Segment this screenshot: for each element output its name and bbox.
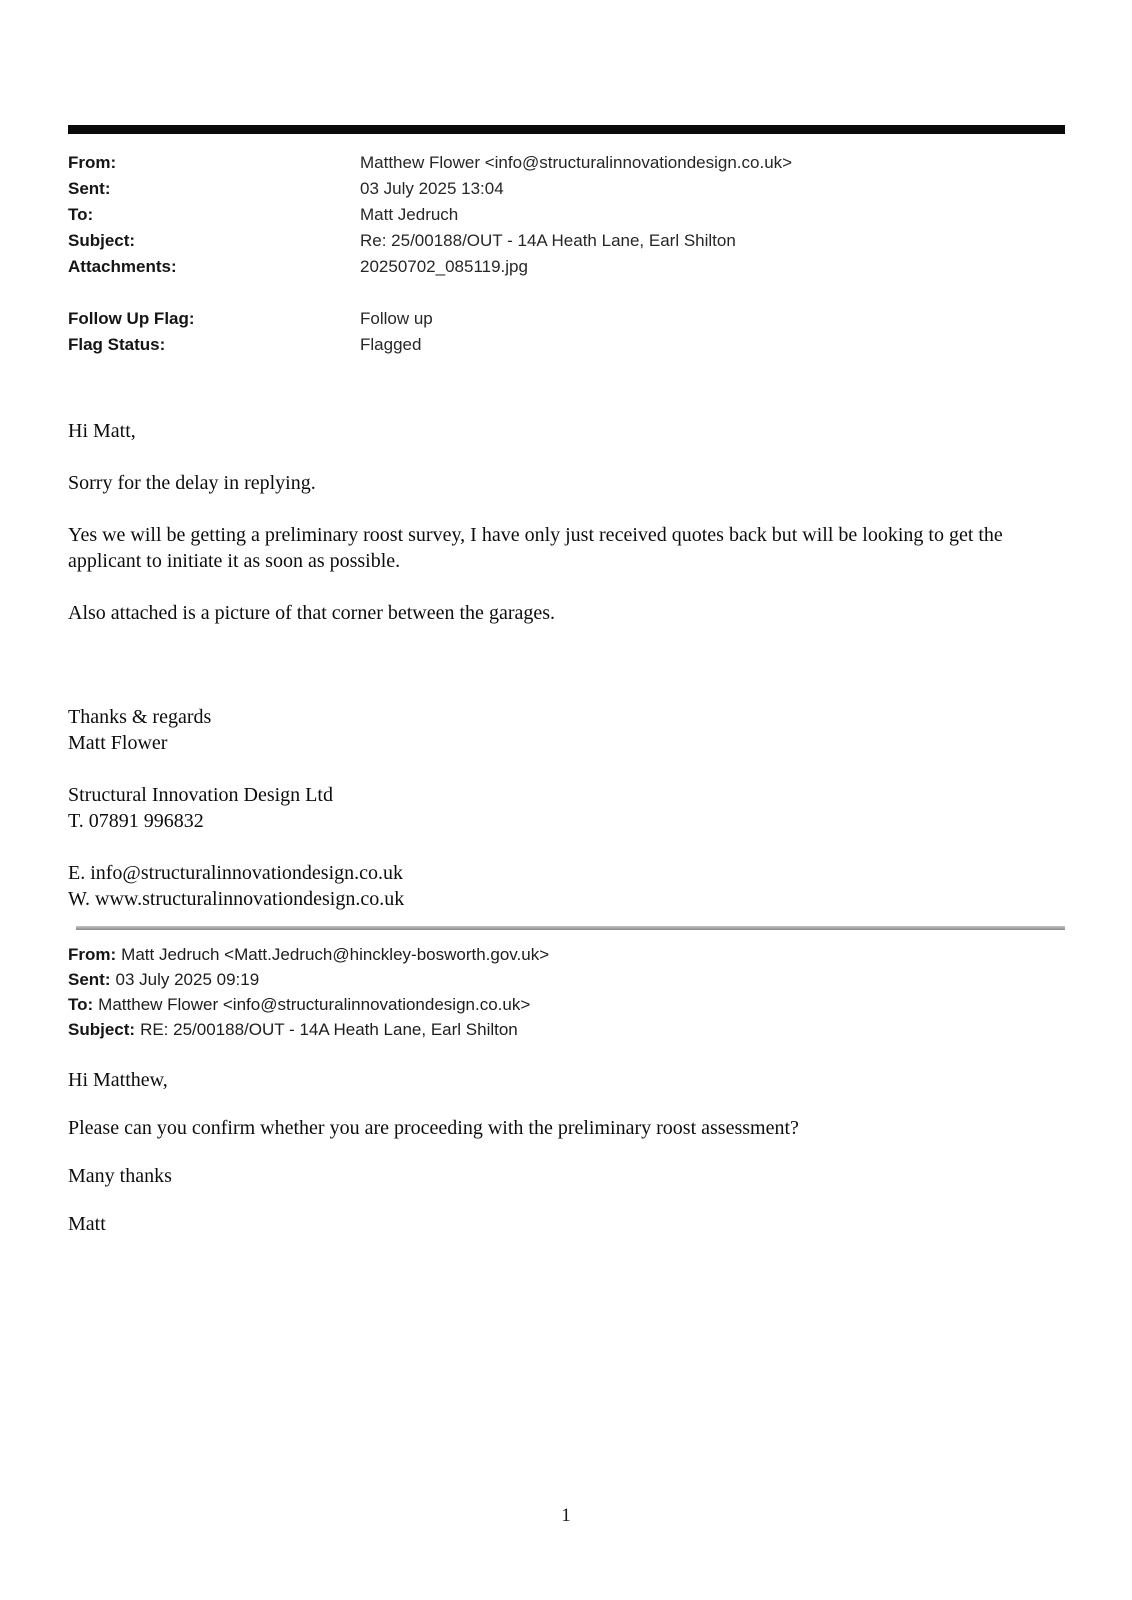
page-number: 1 xyxy=(561,1505,571,1526)
header-row-from xyxy=(68,150,1065,176)
greeting: Hi Matt, xyxy=(68,420,136,442)
quoted-to-value: Matthew Flower <info@structuralinnovationdesign.co.uk> xyxy=(98,995,531,1014)
quoted-subject-value: RE: 25/00188/OUT - 14A Heath Lane, Earl Shilton xyxy=(140,1020,518,1039)
flag-status-value: Flagged xyxy=(360,335,422,354)
quoted-row-to xyxy=(68,992,1066,1017)
phone-line: T. 07891 996832 xyxy=(68,810,204,832)
quoted-sent-label: Sent: xyxy=(68,970,111,989)
quoted-sent-value: 03 July 2025 09:19 xyxy=(115,970,260,989)
quoted-from-label: From: xyxy=(68,945,117,964)
paragraph-apology: Sorry for the delay in replying. xyxy=(68,472,316,494)
header-row-attachments xyxy=(68,254,1065,280)
header-row-followup-flag xyxy=(68,306,1065,332)
header-row-flag-status xyxy=(68,332,1065,358)
company-name: Structural Innovation Design Ltd xyxy=(68,784,333,806)
subject-value: Re: 25/00188/OUT - 14A Heath Lane, Earl Shilton xyxy=(360,231,736,250)
quoted-message xyxy=(68,942,1066,1237)
quoted-thanks: Many thanks xyxy=(68,1165,172,1187)
header-row-subject xyxy=(68,228,1065,254)
email-body xyxy=(68,418,1066,912)
quoted-to-label: To: xyxy=(68,995,94,1014)
attachments-label: Attachments: xyxy=(68,257,177,276)
signature-spacer xyxy=(68,756,1066,782)
quoted-row-sent xyxy=(68,967,1066,992)
sent-label: Sent: xyxy=(68,179,111,198)
quoted-header xyxy=(68,942,1066,1042)
paragraph-survey: Yes we will be getting a preliminary roost survey, I have only just received quotes back but will be looking to get the applicant to initiate it as soon as possible. xyxy=(68,524,1003,572)
subject-label: Subject: xyxy=(68,231,136,250)
quoted-row-subject xyxy=(68,1017,1066,1042)
from-value: Matthew Flower <info@structuralinnovationdesign.co.uk> xyxy=(360,153,793,172)
sent-value: 03 July 2025 13:04 xyxy=(360,179,504,198)
quoted-body xyxy=(68,1067,1066,1237)
header-rule-bar xyxy=(68,125,1065,134)
email-line: E. info@structuralinnovationdesign.co.uk xyxy=(68,862,404,884)
header-spacer xyxy=(68,280,1065,306)
quoted-from-value: Matt Jedruch <Matt.Jedruch@hinckley-bosworth.gov.uk> xyxy=(121,945,550,964)
sender-name: Matt Flower xyxy=(68,732,168,754)
header-row-to xyxy=(68,202,1065,228)
website-line: W. www.structuralinnovationdesign.co.uk xyxy=(68,888,405,910)
to-value: Matt Jedruch xyxy=(360,205,459,224)
from-label: From: xyxy=(68,153,117,172)
followup-flag-value: Follow up xyxy=(360,309,433,328)
signature-spacer xyxy=(68,834,1066,860)
signoff-line: Thanks & regards xyxy=(68,706,212,728)
attachments-value: 20250702_085119.jpg xyxy=(360,257,528,276)
header-row-sent xyxy=(68,176,1065,202)
quoted-message-divider xyxy=(76,926,1065,930)
quoted-question: Please can you confirm whether you are proceeding with the preliminary roost assessment? xyxy=(68,1117,799,1139)
followup-flag-label: Follow Up Flag: xyxy=(68,309,195,328)
email-header xyxy=(68,150,1065,358)
quoted-row-from xyxy=(68,942,1066,967)
quoted-sender: Matt xyxy=(68,1213,106,1235)
flag-status-label: Flag Status: xyxy=(68,335,166,354)
quoted-greeting: Hi Matthew, xyxy=(68,1069,168,1091)
quoted-subject-label: Subject: xyxy=(68,1020,136,1039)
to-label: To: xyxy=(68,205,94,224)
paragraph-attachment-note: Also attached is a picture of that corner between the garages. xyxy=(68,602,556,624)
